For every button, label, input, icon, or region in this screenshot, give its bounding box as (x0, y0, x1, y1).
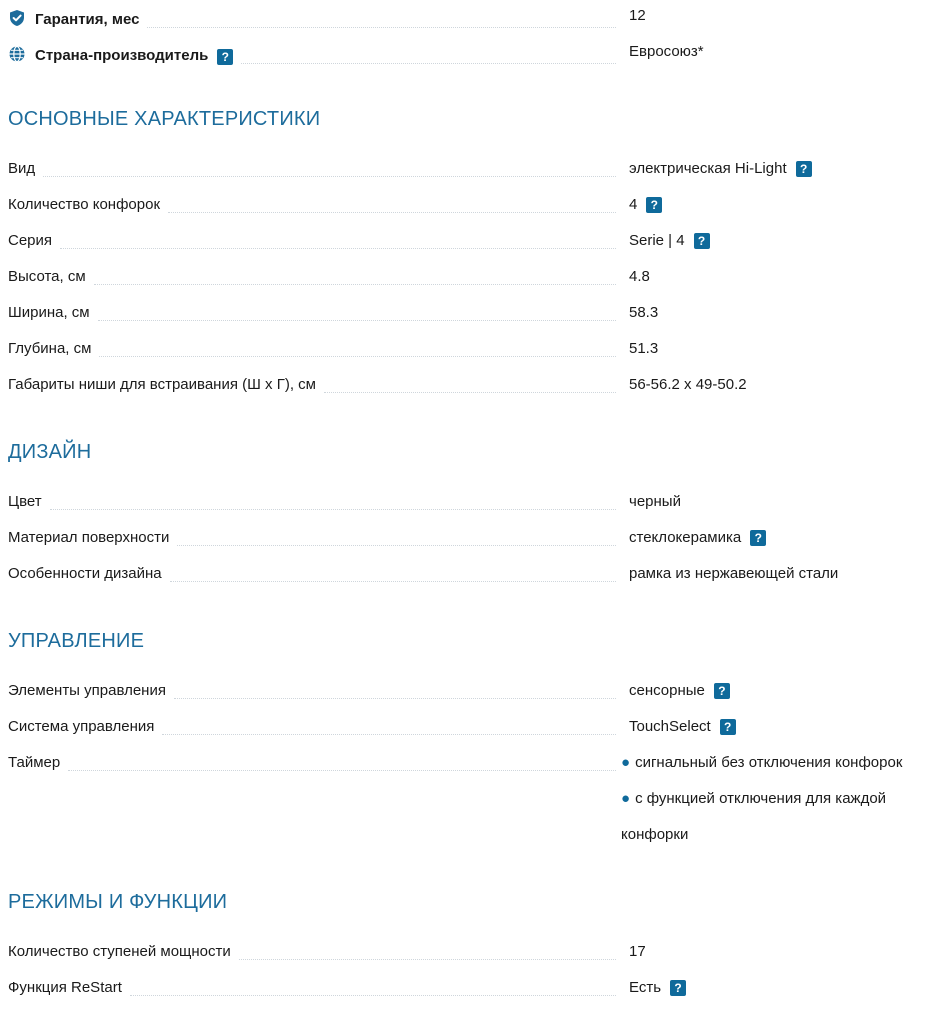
dotted-leader (324, 392, 616, 393)
dotted-leader (94, 284, 616, 285)
spec-label: Количество конфорок (8, 196, 161, 213)
dotted-leader (130, 995, 616, 996)
spec-value: 4.8 (629, 268, 650, 285)
spec-label: Материал поверхности (8, 529, 170, 546)
spec-label: Функция ReStart (8, 979, 122, 996)
spec-value: Serie | 4 (629, 232, 685, 249)
dotted-leader (162, 734, 616, 735)
spec-value: рамка из нержавеющей стали (629, 565, 839, 582)
help-badge[interactable]: ? (714, 683, 730, 699)
dotted-leader (60, 248, 616, 249)
spec-value: 17 (629, 943, 646, 960)
spec-label: Количество ступеней мощности (8, 943, 231, 960)
bullet-text: с функцией отключения для каждой (635, 790, 887, 807)
spec-label: Цвет (8, 493, 42, 510)
dotted-leader (239, 959, 616, 960)
dotted-leader (174, 698, 616, 699)
dotted-leader (98, 320, 616, 321)
spec-label: Элементы управления (8, 682, 166, 699)
spec-value: 4 (629, 196, 638, 213)
spec-label: Страна-производитель (35, 47, 209, 64)
dotted-leader (241, 63, 616, 64)
bullet-item (621, 753, 902, 773)
dotted-leader (68, 770, 616, 771)
bullet-text: сигнальный без отключения конфорок (635, 754, 903, 771)
spec-label: Глубина, см (8, 340, 92, 357)
bullet-icon: ● (621, 754, 631, 771)
spec-value: черный (629, 493, 681, 510)
spec-value: 51.3 (629, 340, 659, 357)
spec-label: Серия (8, 232, 53, 249)
spec-value: Евросоюз* (629, 43, 704, 60)
spec-label: Особенности дизайна (8, 565, 162, 582)
dotted-leader (99, 356, 616, 357)
spec-label: Высота, см (8, 268, 86, 285)
spec-label: Ширина, см (8, 304, 90, 321)
spec-value: 58.3 (629, 304, 659, 321)
spec-label: Таймер (8, 754, 61, 771)
spec-label: Гарантия, мес (35, 11, 140, 28)
section-title-controls: УПРАВЛЕНИЕ (8, 630, 145, 652)
bullet-icon: ● (621, 790, 631, 807)
dotted-leader (168, 212, 616, 213)
section-title-modes: РЕЖИМЫ И ФУНКЦИИ (8, 891, 228, 913)
help-badge[interactable]: ? (217, 49, 233, 65)
bullet-continuation (621, 825, 688, 845)
bullet-item (621, 789, 886, 809)
spec-value: Есть (629, 979, 662, 996)
section-title-design: ДИЗАЙН (8, 441, 92, 463)
dotted-leader (170, 581, 616, 582)
globe-icon (8, 45, 26, 63)
help-badge[interactable]: ? (720, 719, 736, 735)
bullet-text: конфорки (621, 826, 689, 843)
spec-value: электрическая Hi-Light (629, 160, 787, 177)
dotted-leader (147, 27, 616, 28)
spec-value: сенсорные (629, 682, 705, 699)
section-title-main: ОСНОВНЫЕ ХАРАКТЕРИСТИКИ (8, 108, 321, 130)
spec-value: стеклокерамика (629, 529, 742, 546)
dotted-leader (177, 545, 616, 546)
spec-label: Габариты ниши для встраивания (Ш х Г), см (8, 376, 316, 393)
spec-value: 56-56.2 x 49-50.2 (629, 376, 747, 393)
shield-check-icon (8, 9, 26, 27)
help-badge[interactable]: ? (670, 980, 686, 996)
help-badge[interactable]: ? (750, 530, 766, 546)
dotted-leader (43, 176, 616, 177)
dotted-leader (50, 509, 616, 510)
spec-value: TouchSelect (629, 718, 711, 735)
help-badge[interactable]: ? (796, 161, 812, 177)
spec-label: Система управления (8, 718, 155, 735)
help-badge[interactable]: ? (646, 197, 662, 213)
help-badge[interactable]: ? (694, 233, 710, 249)
spec-label: Вид (8, 160, 36, 177)
spec-value: 12 (629, 7, 646, 24)
